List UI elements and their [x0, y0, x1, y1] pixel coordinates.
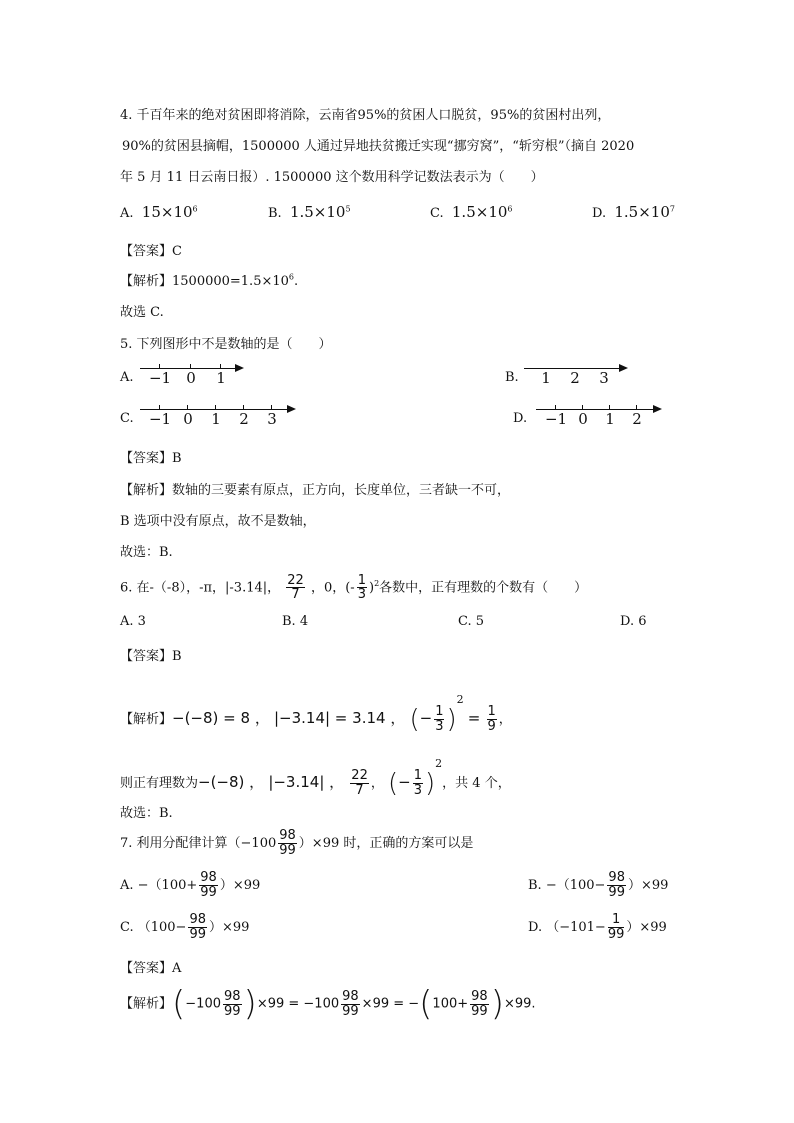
numerator: 1 [435, 704, 444, 720]
q6-stem-part-c: ) [369, 580, 375, 596]
tick-label: 2 [570, 369, 580, 387]
numerator: 22 [287, 572, 304, 588]
arrow-right-icon [287, 405, 296, 413]
denominator: 99 [224, 1003, 241, 1019]
paren-close: ) [425, 768, 436, 799]
q6-stem [120, 566, 587, 606]
tick-label: 3 [267, 410, 277, 428]
fraction-98-99 [607, 871, 626, 899]
q4-option-c-exp: 6 [507, 204, 513, 214]
integer-part: −100 [185, 996, 221, 1012]
tick-label: 1 [541, 369, 551, 387]
fraction-98-99 [470, 990, 489, 1018]
arrow-right-icon [653, 405, 662, 413]
numerator: 1 [608, 913, 625, 928]
q6-answer: 【答案】B [120, 649, 182, 664]
tick-label: −1 [148, 410, 172, 428]
q4-analysis-exp: 6 [288, 272, 294, 282]
numerator: 98 [189, 912, 207, 928]
q7-stem-part-a: 7. 利用分配律计算（−100 [120, 836, 277, 851]
numerator: 98 [471, 988, 488, 1004]
q7-stem [120, 826, 473, 862]
q7-option-c-pre: C. （100− [120, 920, 187, 935]
q4-analysis-text: 【解析】1500000=1.5×10 [120, 274, 289, 289]
denominator: 3 [435, 719, 444, 734]
q6-count-text: ，共 4 个， [442, 776, 511, 791]
q6-analysis-label: 【解析】 [120, 712, 173, 727]
tick-label: 0 [183, 410, 193, 428]
q6-stem-part-d: 各数中，正有理数的个数有（ ） [379, 580, 588, 596]
numerator: 98 [608, 870, 625, 886]
q7-option-a-pre: A. −（100+ [120, 878, 198, 893]
denominator: 3 [413, 783, 423, 798]
q5-option-a-label: A. [120, 370, 134, 385]
denominator: 9 [487, 719, 496, 734]
fraction-22-7 [350, 769, 369, 797]
q6-option-a: A. 3 [120, 614, 146, 629]
q5-analysis-line1: 【解析】数轴的三要素有原点，正方向，长度单位，三者缺一不可， [120, 483, 511, 498]
q4-option-b-base: 1.5×10 [289, 203, 346, 221]
denominator: 7 [355, 783, 364, 798]
q4-option-b [268, 203, 351, 221]
numerator: 98 [224, 988, 241, 1004]
fraction-98-99 [278, 829, 297, 857]
q6-analysis-eq1: −(−8) = 8 ， [172, 709, 270, 727]
q7-option-b [528, 868, 668, 904]
q7-analysis-label: 【解析】 [120, 996, 173, 1012]
q6-analysis-eq2: |−3.14| = 3.14 ， [273, 709, 406, 727]
paren-close: ) [243, 984, 257, 1024]
q6-stem-part-b: ，0，(- [310, 580, 355, 596]
q5-option-b-label: B. [505, 370, 519, 385]
q4-conclusion: 故选 C. [120, 305, 164, 320]
q4-option-a [120, 203, 198, 221]
denominator: 99 [607, 927, 625, 942]
integer-part: 100+ [432, 996, 469, 1012]
tick-label: 3 [599, 369, 609, 387]
q7-option-d [528, 910, 667, 946]
tick-label: −1 [544, 410, 568, 428]
paren-open: ( [388, 768, 399, 799]
q6-option-b: B. 4 [282, 614, 309, 629]
q4-option-d [592, 203, 675, 221]
q7-option-c-post: ）×99 [209, 920, 250, 935]
exponent: 2 [456, 693, 464, 706]
q7-analysis-mid2: ×99 = − [361, 996, 420, 1012]
q4-option-d-base: 1.5×10 [614, 203, 670, 221]
q7-option-c [120, 910, 249, 946]
q4-option-c-label: C. [430, 206, 444, 221]
q6-option-c: C. 5 [458, 614, 485, 629]
denominator: 99 [608, 885, 625, 900]
q4-option-b-exp: 5 [345, 204, 351, 214]
q7-analysis [120, 980, 536, 1029]
minus-sign: − [398, 773, 411, 791]
tick-label: 1 [605, 410, 615, 428]
q7-option-b-post: ）×99 [627, 878, 669, 893]
paren-close: ) [446, 704, 457, 735]
numerator: 22 [351, 768, 368, 784]
q5-stem: 5. 下列图形中不是数轴的是（ ） [120, 337, 332, 352]
q4-option-a-base: 15×10 [141, 203, 193, 221]
q4-option-c [430, 203, 513, 221]
paren-open: ( [419, 984, 433, 1024]
numerator: 1 [487, 704, 496, 720]
fraction-98-99 [223, 990, 242, 1018]
fraction-1-99 [608, 913, 625, 941]
q5-option-d-label: D. [513, 411, 528, 426]
numerator: 98 [279, 828, 296, 844]
q5-answer: 【答案】B [120, 451, 182, 466]
q4-option-b-label: B. [268, 206, 282, 221]
q4-analysis [120, 270, 298, 289]
q4-stem-line3: 年 5 月 11 日云南日报）. 1500000 这个数用科学记数法表示为（ ） [120, 170, 544, 185]
numerator: 1 [413, 768, 423, 784]
denominator: 99 [200, 885, 217, 900]
tick-label: 0 [578, 410, 588, 428]
q6-stem-part-a: 6. 在-（-8），-π，|-3.14|， [120, 580, 281, 596]
fraction-98-99 [341, 990, 360, 1018]
denominator: 99 [279, 843, 296, 858]
q5-number-line-b [524, 362, 628, 390]
fraction-22-7 [286, 574, 305, 602]
paren-open: ( [172, 984, 186, 1024]
q5-number-line-a [140, 362, 244, 390]
q5-analysis-line2: B 选项中没有原点，故不是数轴， [120, 514, 316, 529]
q4-analysis-suffix: . [294, 274, 299, 289]
q4-option-d-exp: 7 [669, 204, 675, 214]
q4-stem-line1: 4. 千百年来的绝对贫困即将消除，云南省95%的贫困人口脱贫，95%的贫困村出列， [120, 108, 611, 123]
q6-conclusion: 故选：B. [120, 806, 173, 821]
fraction-98-99 [188, 913, 207, 941]
q6-stem-exponent: 2 [374, 579, 380, 588]
fraction-1-3 [434, 705, 444, 733]
q7-answer: 【答案】A [120, 961, 182, 976]
q6-option-d: D. 6 [620, 614, 647, 629]
denominator: 99 [189, 927, 207, 942]
paren-close: ) [490, 984, 504, 1024]
arrow-right-icon [235, 364, 244, 372]
q5-option-c-label: C. [120, 411, 134, 426]
q5-number-line-d [536, 403, 662, 431]
denominator: 3 [357, 587, 366, 603]
numerator: 98 [342, 988, 359, 1004]
q7-stem-part-b: ）×99 时，正确的方案可以是 [298, 836, 474, 851]
q6-item-abs: |−3.14| ， [268, 773, 345, 791]
equals-sign: = [467, 709, 481, 727]
q6-item-neg-neg-8: −(−8) ， [198, 773, 265, 791]
q6-analysis-intro: 则正有理数为 [120, 776, 199, 791]
q5-number-line-c [140, 403, 296, 431]
tick-label: 1 [216, 369, 226, 387]
numerator: 1 [357, 572, 366, 588]
q4-answer: 【答案】C [120, 244, 182, 259]
q6-analysis-line2 [120, 740, 511, 808]
q7-analysis-mid: ×99 = −100 [256, 996, 340, 1012]
q7-option-a-post: ）×99 [219, 878, 261, 893]
q7-option-d-post: ）×99 [626, 920, 667, 935]
fraction-98-99 [199, 871, 218, 899]
denominator: 99 [471, 1003, 488, 1019]
tick-label: 0 [186, 369, 196, 387]
paren-open: ( [409, 704, 420, 735]
numerator: 98 [200, 870, 217, 886]
tick-label: 1 [211, 410, 221, 428]
minus-sign: − [419, 709, 433, 727]
q7-analysis-end: ×99. [503, 996, 536, 1012]
q5-conclusion: 故选：B. [120, 545, 173, 560]
exponent: 2 [435, 757, 443, 770]
q7-option-b-pre: B. −（100− [528, 878, 606, 893]
comma: ， [498, 712, 512, 727]
tick-label: −1 [148, 369, 172, 387]
q4-stem-line2: 90%的贫困县摘帽，1500000 人通过异地扶贫搬迁实现“挪穷窝”，“斩穷根”（摘自 2020 [122, 139, 635, 154]
comma: ， [370, 776, 384, 791]
fraction-1-3 [357, 574, 367, 602]
arrow-right-icon [619, 364, 628, 372]
fraction-1-9 [487, 705, 497, 733]
q4-option-c-base: 1.5×10 [451, 203, 508, 221]
q7-option-a [120, 868, 260, 904]
denominator: 7 [291, 587, 300, 603]
q7-option-d-pre: D. （−101− [528, 920, 606, 935]
tick-label: 2 [239, 410, 249, 428]
tick-label: 2 [632, 410, 642, 428]
q4-option-a-exp: 6 [192, 204, 198, 214]
q4-option-d-label: D. [592, 206, 607, 221]
fraction-1-3 [413, 769, 423, 797]
denominator: 99 [342, 1003, 359, 1019]
q6-analysis-line1 [120, 676, 512, 744]
q4-option-a-label: A. [120, 206, 134, 221]
